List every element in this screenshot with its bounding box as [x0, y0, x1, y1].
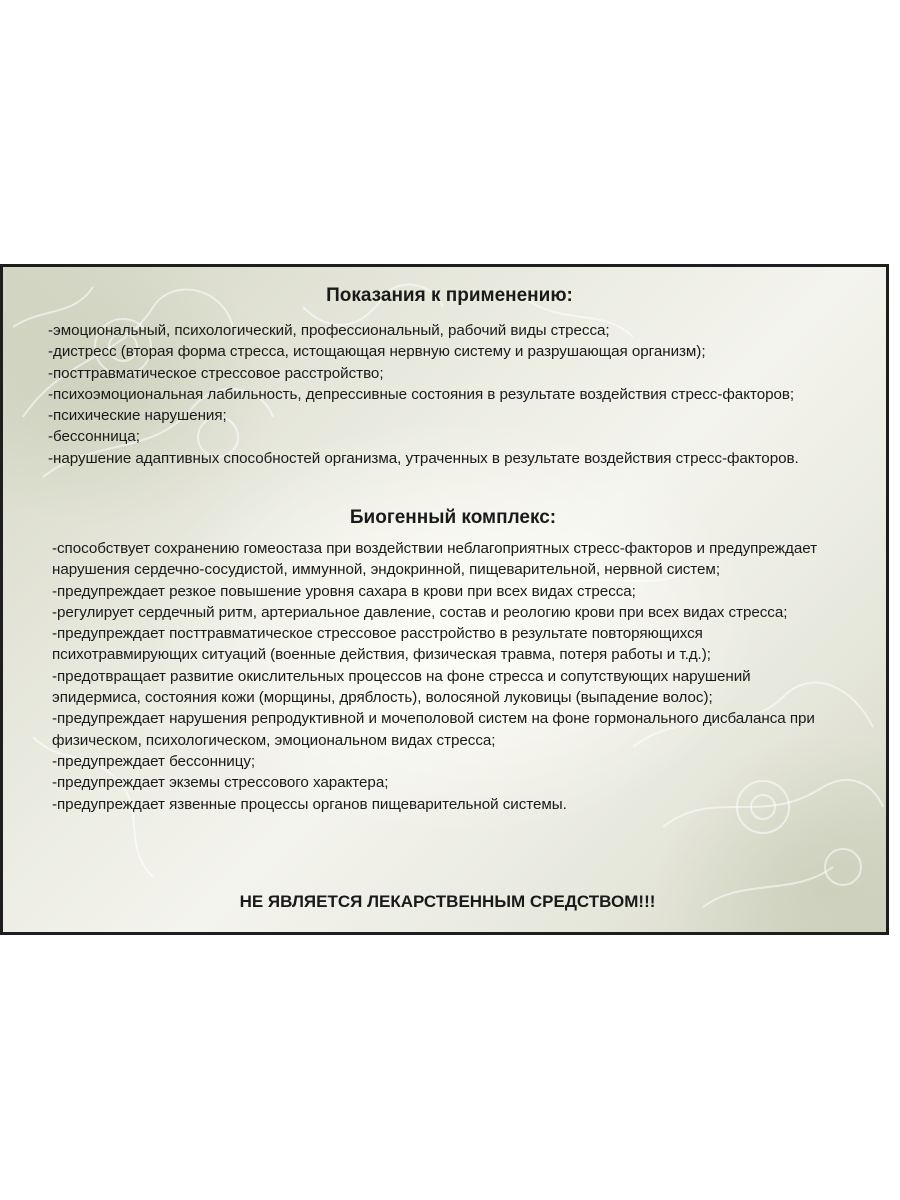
list-item: -предупреждает бессонницу; [52, 752, 256, 770]
card-content [3, 267, 886, 932]
biogenic-complex-list [52, 538, 832, 815]
list-item: -предупреждает посттравматическое стрессовое расстройство в результате повторяющихся психотравмирующих ситуаций (военные действия, физическая травма, потеря работы и т.д.); [52, 625, 711, 664]
list-item: -предупреждает резкое повышение уровня сахара в крови при всех видах стресса; [52, 582, 636, 600]
list-item: -эмоциональный, психологический, профессиональный, рабочий виды стресса; [48, 322, 610, 339]
list-item: -предупреждает нарушения репродуктивной и мочеполовой систем на фоне гормонального дисбаланса при физическом, психологическом, эмоциональном видах стресса; [52, 710, 815, 749]
section-title-biogenic-complex: Биогенный комплекс: [349, 507, 557, 528]
list-item: -бессонница; [48, 428, 140, 446]
list-item: -психические нарушения; [48, 407, 227, 425]
list-item: -предупреждает экземы стрессового характера; [52, 774, 389, 792]
list-item: -способствует сохранению гомеостаза при воздействии неблагоприятных стресс-факторов и предупреждает нарушения сердечно-сосудистой, иммунной, эндокринной, пищеварительной, нервной систем; [52, 540, 818, 579]
list-item: -дистресс (вторая форма стресса, истощающая нервную систему и разрушающая организм); [48, 343, 706, 361]
list-item: -посттравматическое стрессовое расстройство; [48, 364, 384, 382]
list-item: -психоэмоциональная лабильность, депрессивные состояния в результате воздействия стресс-факторов; [48, 385, 795, 403]
list-item: -предотвращает развитие окислительных процессов на фоне стресса и сопутствующих нарушений эпидермиса, состояния кожи (морщины, дряблость), волосяной луковицы (выпадение волос); [52, 667, 751, 707]
section-title-indications: Показания к применению: [326, 285, 573, 306]
list-item: -предупреждает язвенные процессы органов пищеварительной системы. [52, 795, 567, 813]
list-item: -регулирует сердечный ритм, артериальное давление, состав и реологию крови при всех видах стресса; [52, 603, 788, 621]
not-a-medicine-disclaimer: НЕ ЯВЛЯЕТСЯ ЛЕКАРСТВЕННЫМ СРЕДСТВОМ!!! [239, 892, 656, 911]
indications-list [48, 320, 838, 469]
list-item: -нарушение адаптивных способностей организма, утраченных в результате воздействия стресс-факторов. [48, 449, 799, 467]
info-card [0, 264, 889, 935]
